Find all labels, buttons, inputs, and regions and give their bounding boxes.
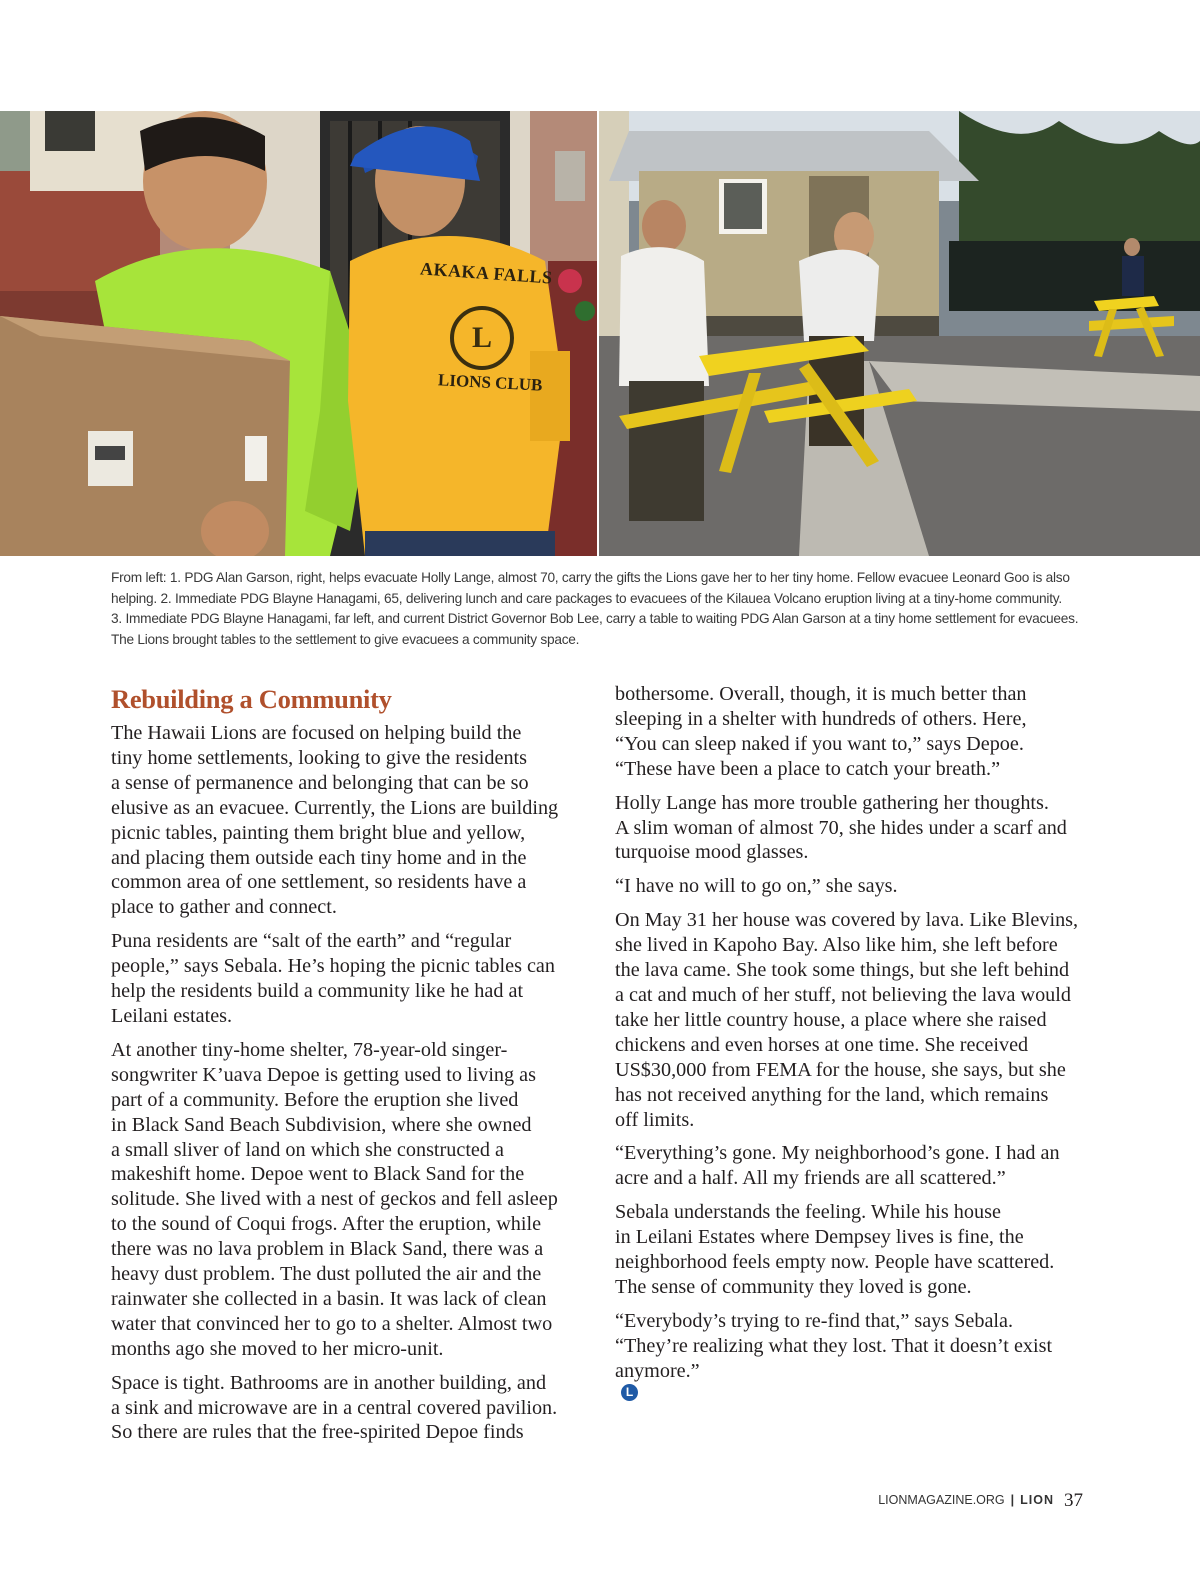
text-line: Puna residents are “salt of the earth” and “regular xyxy=(111,930,512,953)
paragraph xyxy=(615,874,1085,899)
text-line: A slim woman of almost 70, she hides under a scarf and xyxy=(615,816,1067,839)
footer-separator: | xyxy=(1010,1493,1015,1507)
text-line: chickens and even horses at one time. She received xyxy=(615,1033,1029,1056)
text-line: in Leilani Estates where Dempsey lives is fine, the xyxy=(615,1226,1024,1249)
text-line: people,” says Sebala. He’s hoping the picnic tables can xyxy=(111,955,555,978)
text-line: a small sliver of land on which she constructed a xyxy=(111,1138,504,1161)
caption-line: The Lions brought tables to the settlement to give evacuees a community space. xyxy=(111,631,580,647)
page-number: 37 xyxy=(1064,1490,1083,1511)
text-line: turquoise mood glasses. xyxy=(615,841,809,864)
footer-brand: LION xyxy=(1020,1493,1054,1507)
text-line: in Black Sand Beach Subdivision, where she owned xyxy=(111,1113,532,1136)
text-line: picnic tables, painting them bright blue and yellow, xyxy=(111,821,526,844)
text-line: part of a community. Before the eruption she lived xyxy=(111,1088,519,1111)
text-line: heavy dust problem. The dust polluted the air and the xyxy=(111,1263,542,1286)
paragraph xyxy=(615,682,1085,782)
text-line: elusive as an evacuee. Currently, the Lions are building xyxy=(111,796,559,819)
lions-emblem-icon: L xyxy=(450,306,514,370)
text-line: the lava came. She took some things, but she left behind xyxy=(615,959,1070,982)
text-line: bothersome. Overall, though, it is much better than xyxy=(615,683,1027,705)
caption-line: 3. Immediate PDG Blayne Hanagami, far left, and current District Governor Bob Lee, carry a table to waiting PDG Alan Garson at a tiny home settlement for evacuees. xyxy=(111,611,1079,627)
text-line: The Hawaii Lions are focused on helping build the xyxy=(111,722,522,744)
page-footer xyxy=(878,1490,1083,1512)
text-line: tiny home settlements, looking to give the residents xyxy=(111,746,528,769)
text-line: common area of one settlement, so residents have a xyxy=(111,871,527,894)
paragraph xyxy=(615,1200,1085,1300)
text-line: On May 31 her house was covered by lava. Like Blevins, xyxy=(615,909,1079,932)
text-line: “Everything’s gone. My neighborhood’s gone. I had an xyxy=(615,1142,1060,1165)
text-line: rainwater she collected in a basin. It was lack of clean xyxy=(111,1287,547,1310)
text-line: “You can sleep naked if you want to,” says Depoe. xyxy=(615,732,1024,755)
paragraph xyxy=(615,1309,1085,1401)
text-line: help the residents build a community like he had at xyxy=(111,980,524,1003)
photo-lions-carrying-box xyxy=(0,111,597,556)
paragraph xyxy=(111,721,581,920)
text-line: neighborhood feels empty now. People have scattered. xyxy=(615,1251,1055,1274)
text-line: Leilani estates. xyxy=(111,1004,233,1027)
text-line: a sense of permanence and belonging that can be so xyxy=(111,771,529,794)
text-line-last xyxy=(615,1359,1085,1401)
caption-line: helping. 2. Immediate PDG Blayne Hanagami, 65, delivering lunch and care packages to evacuees of the Kilauea Volcano eruption living at a tiny-home community. xyxy=(111,590,1062,606)
photo-band xyxy=(0,111,1200,556)
text-line: “These have been a place to catch your breath.” xyxy=(615,757,1001,780)
text-line: and placing them outside each tiny home and in the xyxy=(111,846,527,869)
lion-end-mark-icon: L xyxy=(621,1384,638,1401)
text-line: Holly Lange has more trouble gathering her thoughts. xyxy=(615,791,1049,814)
text-line: she lived in Kapoho Bay. Also like him, she left before xyxy=(615,934,1058,957)
text-line: acre and a half. All my friends are all scattered.” xyxy=(615,1167,1006,1190)
text-line: “They’re realizing what they lost. That it doesn’t exist xyxy=(615,1334,1053,1357)
text-line: months ago she moved to her micro-unit. xyxy=(111,1337,444,1360)
text-line: water that convinced her to go to a shelter. Almost two xyxy=(111,1312,553,1335)
article-column-right xyxy=(615,682,1085,1410)
text-line: “I have no will to go on,” she says. xyxy=(615,875,898,898)
text-line: makeshift home. Depoe went to Black Sand for the xyxy=(111,1163,525,1186)
paragraph xyxy=(111,1038,581,1362)
caption-line: From left: 1. PDG Alan Garson, right, helps evacuate Holly Lange, almost 70, carry the gifts the Lions gave her to her tiny home. Fellow evacuee Leonard Goo is also xyxy=(111,570,1070,585)
text-line: sleeping in a shelter with hundreds of others. Here, xyxy=(615,707,1027,730)
text-line: US$30,000 from FEMA for the house, she says, but she xyxy=(615,1058,1066,1081)
photo-caption xyxy=(111,568,1101,650)
paragraph xyxy=(615,791,1085,866)
footer-site-link[interactable]: LIONMAGAZINE.ORG xyxy=(878,1493,1005,1507)
section-heading: Rebuilding a Community xyxy=(111,684,392,714)
text-line: Sebala understands the feeling. While his house xyxy=(615,1201,1001,1224)
text-line: a sink and microwave are in a central covered pavilion. xyxy=(111,1396,558,1419)
shirt-text-lions-club: LIONS CLUB xyxy=(437,370,543,395)
text-line: songwriter K’uava Depoe is getting used to living as xyxy=(111,1063,536,1086)
paragraph xyxy=(111,929,581,1029)
shirt-text-akaka-falls: AKAKA FALLS xyxy=(419,258,554,288)
paragraph xyxy=(615,908,1085,1132)
photo-lions-carrying-table xyxy=(599,111,1200,556)
text-line: there was no lava problem in Black Sand, there was a xyxy=(111,1238,544,1261)
article-column-left xyxy=(111,682,581,1454)
text-line: So there are rules that the free-spirited Depoe finds xyxy=(111,1421,524,1444)
text-line: off limits. xyxy=(615,1108,695,1131)
paragraph xyxy=(111,1371,581,1446)
text-line: solitude. She lived with a nest of geckos and fell asleep xyxy=(111,1188,558,1211)
text-line: to the sound of Coqui frogs. After the eruption, while xyxy=(111,1213,542,1236)
text-line: a cat and much of her stuff, not believing the lava would xyxy=(615,983,1071,1006)
paragraph xyxy=(615,1141,1085,1191)
text-line: “Everybody’s trying to re-find that,” says Sebala. xyxy=(615,1309,1014,1332)
text-line-last-text: anymore.” xyxy=(615,1359,700,1382)
text-line: At another tiny-home shelter, 78-year-old singer- xyxy=(111,1038,508,1061)
text-line: The sense of community they loved is gone. xyxy=(615,1275,972,1298)
text-line: Space is tight. Bathrooms are in another building, and xyxy=(111,1371,547,1394)
text-line: place to gather and connect. xyxy=(111,896,337,919)
photo-2-illustration xyxy=(599,111,1200,556)
text-line: take her little country house, a place where she raised xyxy=(615,1008,1047,1031)
text-line: has not received anything for the land, which remains xyxy=(615,1083,1049,1106)
